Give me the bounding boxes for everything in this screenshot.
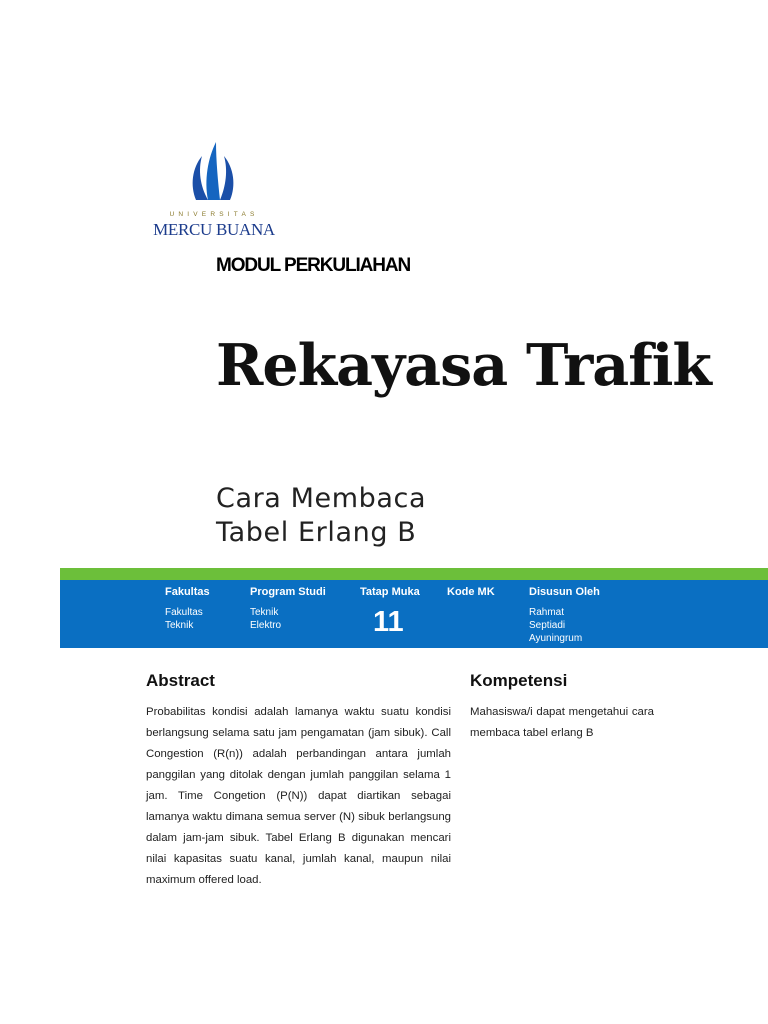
kompetensi-text: Mahasiswa/i dapat mengetahui cara membaca tabel erlang B — [470, 706, 654, 739]
info-header-program-studi: Program Studi — [250, 586, 326, 598]
course-info-band — [60, 580, 768, 648]
info-value-fakultas: Fakultas Teknik — [165, 607, 203, 631]
logo-university-label: UNIVERSITAS — [169, 211, 259, 218]
abstract-heading: Abstract — [146, 671, 215, 690]
module-label: MODUL PERKULIAHAN — [216, 255, 411, 276]
page-subtitle — [216, 482, 426, 550]
kompetensi-heading: Kompetensi — [470, 671, 568, 690]
page-title: Rekayasa Trafik — [216, 332, 711, 399]
abstract-text: Probabilitas kondisi adalah lamanya waktu suatu kondisi berlangsung selama satu jam pengamatan (jam sibuk). Call Congestion (R(n)) adalah perbandingan antara jumlah panggilan yang ditolak dengan jumlah panggilan selama 1 jam. Time Congetion (P(N)) dapat diartikan sebagai lamanya waktu dimana semua server (N) sibuk berlangsung dalam jam-jam sibuk. Tabel Erlang B digunakan mencari nilai kapasitas suatu kanal, jumlah kanal, maupun nilai maximum offered load. — [146, 706, 451, 886]
info-header-kode-mk: Kode MK — [447, 586, 495, 598]
info-header-tatap-muka: Tatap Muka — [360, 586, 420, 598]
info-header-disusun-oleh: Disusun Oleh — [529, 586, 600, 598]
info-value-tatap-muka: 11 — [373, 606, 404, 638]
subtitle-line-2: Tabel Erlang B — [216, 517, 417, 548]
subtitle-line-1: Cara Membaca — [216, 483, 427, 514]
university-logo — [146, 138, 282, 242]
info-value-disusun-oleh: Rahmat Septiadi Ayuningrum — [529, 607, 583, 644]
info-header-fakultas: Fakultas — [165, 586, 210, 598]
info-value-program-studi: Teknik Elektro — [250, 607, 282, 631]
flame-emblem-icon — [186, 138, 242, 208]
logo-university-name: MERCU BUANA — [153, 220, 275, 239]
accent-bar — [60, 568, 768, 580]
